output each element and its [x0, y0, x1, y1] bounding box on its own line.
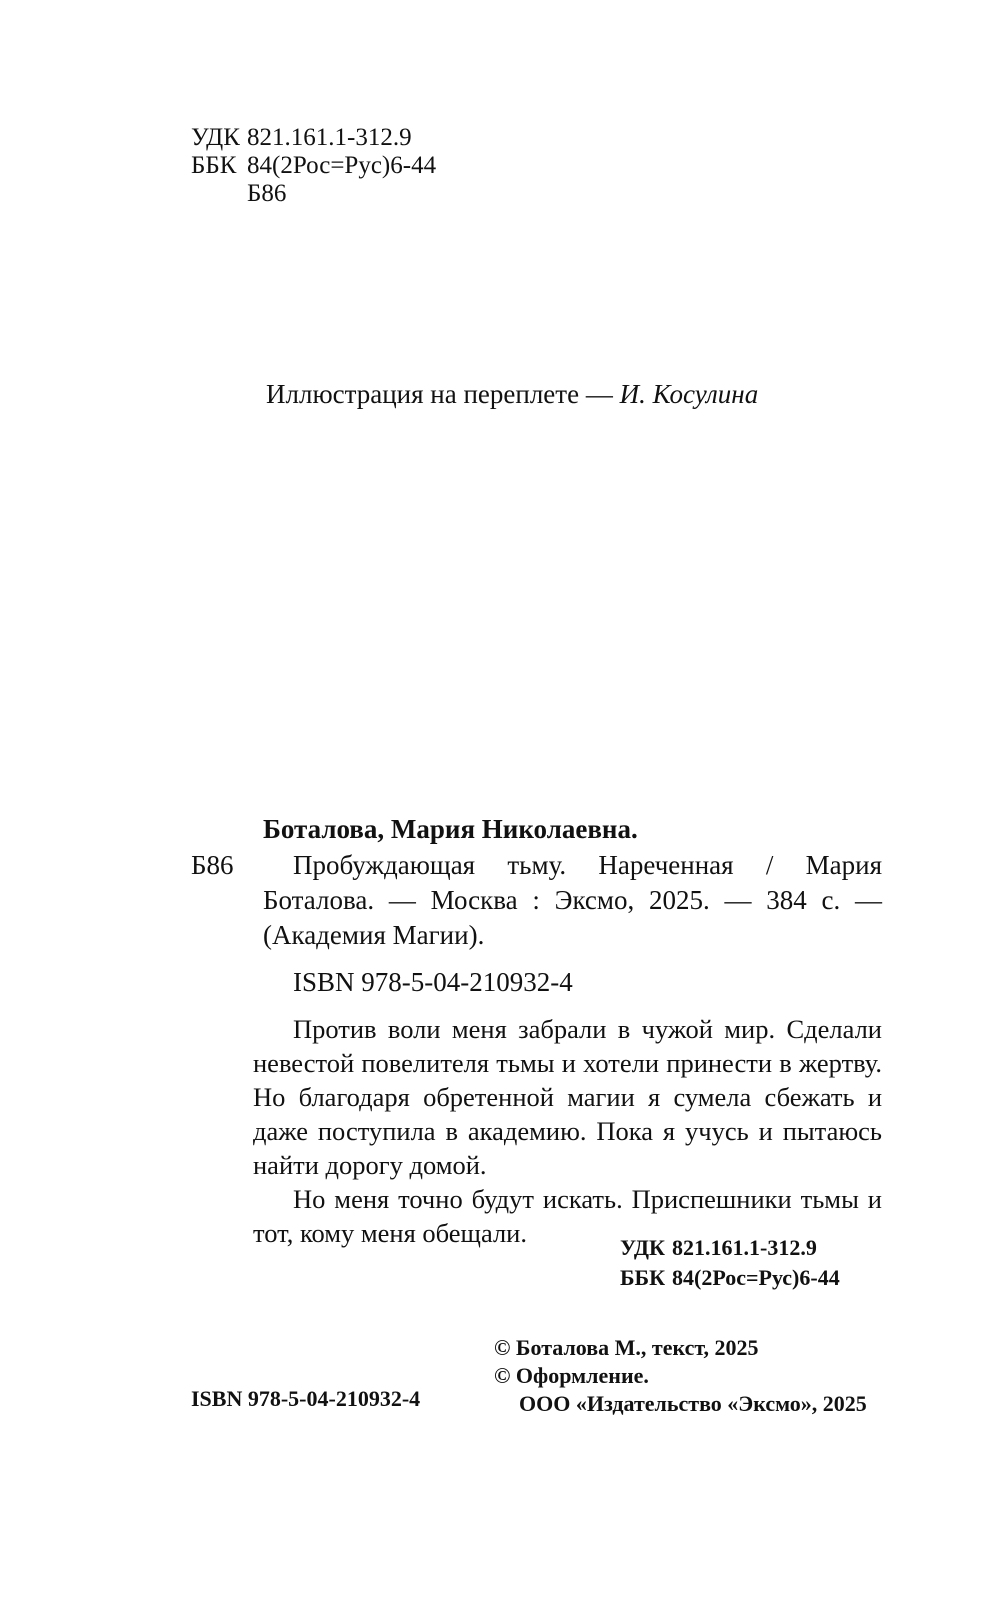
udk-label-bottom: УДК	[620, 1235, 666, 1260]
bbk-label-bottom: ББК	[620, 1265, 666, 1290]
bbk-value-bottom: 84(2Рос=Рус)6-44	[672, 1265, 840, 1290]
isbn-imprint: ISBN 978-5-04-210932-4	[191, 1386, 421, 1411]
udk-line	[191, 124, 436, 152]
bibliographic-description	[263, 848, 882, 953]
illustration-label: Иллюстрация на переплете —	[266, 379, 620, 409]
udk-value-bottom: 821.161.1-312.9	[672, 1235, 817, 1260]
copyright-publisher: ООО «Издательство «Эксмо», 2025	[519, 1391, 867, 1416]
author-heading: Боталова, Мария Николаевна.	[263, 814, 638, 844]
classification-bottom	[620, 1233, 882, 1293]
copyright-design: © Оформление.	[494, 1363, 649, 1388]
illustration-credit	[266, 378, 758, 410]
isbn-entry: ISBN 978-5-04-210932-4	[293, 967, 573, 997]
copyright-text: © Боталова М., текст, 2025	[494, 1335, 759, 1360]
copyright-block	[494, 1334, 867, 1418]
description-text: Пробуждающая тьму. Нареченная / Мария Боталова. — Москва : Эксмо, 2025. — 384 с. — (Академия Магии).	[263, 850, 882, 950]
author-mark: Б86	[191, 850, 234, 880]
bbk-label: ББК	[191, 152, 237, 179]
udk-label: УДК	[191, 124, 240, 151]
author-mark-line	[191, 180, 436, 208]
bbk-line	[191, 152, 436, 180]
bbk-line-bottom	[620, 1263, 882, 1293]
illustration-artist: И. Косулина	[619, 379, 759, 409]
udk-line-bottom	[620, 1233, 882, 1263]
annotation	[253, 1012, 882, 1250]
udk-value: 821.161.1-312.9	[247, 124, 412, 151]
classification-top	[191, 124, 436, 208]
annotation-paragraph: Против воли меня забрали в чужой мир. Сделали невестой повелителя тьмы и хотели принести в жертву. Но благодаря обретенной магии я сумела сбежать и даже поступила в академию. Пока я учусь и пытаюсь найти дорогу домой.	[253, 1014, 882, 1180]
author-mark-top: Б86	[247, 180, 287, 207]
bbk-value: 84(2Рос=Рус)6-44	[247, 152, 437, 179]
annotation-paragraph: Но меня точно будут искать. Приспешники тьмы и тот, кому меня обещали.	[253, 1184, 882, 1248]
